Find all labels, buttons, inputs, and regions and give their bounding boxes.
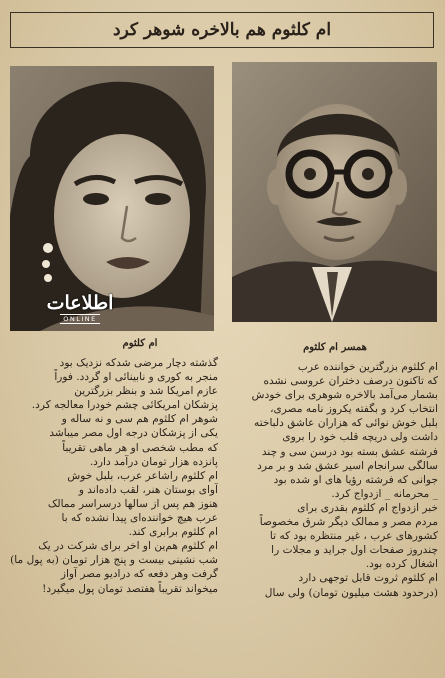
article-column-right: ام کلثوم بزرگترین خواننده عرب که تاکنون درصف دختران عروسی نشده بشمار می‌آمد بالاخره شوهری برای خودش انتخاب کرد و بگفته یکروز نامه مصری، بلبل خوش نوائی که هزاران عاشق دلباخته داشت ولی دریچه قلب خود را بروی فرشته عشق بسته بود درسن سی و چند سالگی سرانجام اسیر عشق شد و بر مرد جوانی که فرشته رؤیا های او شده بود _ محرمانه _ ازدواج کرد. خبر ازدواج ام کلثوم بقدری برای مردم مصر و ممالک دیگر شرق مخصوصاً کشورهای عرب ، غیر منتظره بود که تا چندروز صفحات اول جراید و مجلات را اشغال کرده بود. ام کلثوم ثروت قابل توجهی دارد (درحدود هشت میلیون تومان) ولی سال: [251, 361, 438, 599]
caption-left: ام کلثوم: [122, 338, 158, 349]
article-column-left: گذشته دچار مرضی شدکه نزدیک بود منجر به کوری و نابینائی او گردد. فوراً عازم امریکا شد و بنظر بزرگترین پزشکان امریکائی چشم خودرا معالجه کرد. شوهر ام کلثوم هم سی و نه ساله و یکی از پزشکان درجه اول مصر میباشد که مطب شخصی او هر ماهی تقریباً پانزده هزار تومان درآمد دارد. ام کلثوم راشاعر عرب، بلبل خوش آوای بوستان هنر، لقب داده‌اند و هنوز هم پس از سالها درسراسر ممالک عرب هیچ خواننده‌ای پیدا نشده که با ام کلثوم برابری کند. ام کلثوم هم‌ین او اخر برای شرکت در یک شب نشینی بیست و پنج هزار تومان (به پول ما) گرفت وهر دفعه که درادیو مصر آواز میخواند تقریباً هفتصد تومان پول میگیرد!: [10, 357, 218, 595]
portrait-husband: [232, 62, 437, 322]
logo-subtitle: ONLINE: [60, 314, 100, 324]
caption-right: همسر ام کلثوم: [303, 342, 367, 353]
logo-word: اطلاعات: [46, 292, 114, 314]
watermark-logo: [38, 292, 122, 332]
portrait-man-image: [232, 62, 437, 322]
headline: ام کلثوم هم بالاخره شوهر کرد: [10, 12, 434, 48]
